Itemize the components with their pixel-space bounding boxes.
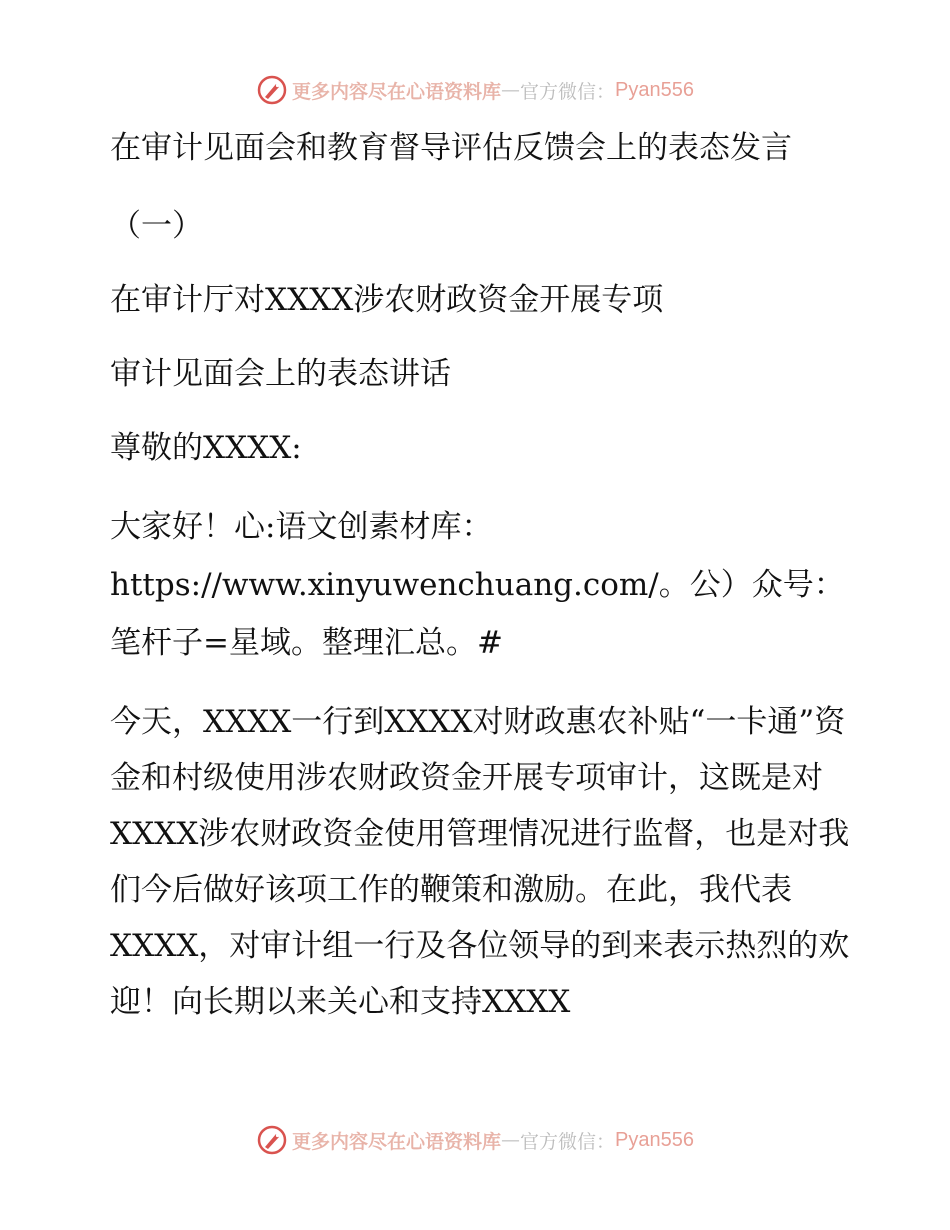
watermark-id: Pyan556 [615,1128,694,1151]
pen-nib-circle-icon [256,74,288,106]
watermark-banner-top [0,70,950,110]
watermark-dash: — [501,1129,521,1151]
watermark-id: Pyan556 [615,78,694,101]
watermark-dash: — [501,79,521,101]
body-paragraph: 今天，XXXX一行到XXXX对财政惠农补贴“一卡通”资金和村级使用涉农财政资金开展专项审计，这既是对XXXX涉农财政资金使用管理情况进行监督，也是对我们今后做好该项工作的鞭策和激励。在此，我代表XXXX，对审计组一行及各位领导的到来表示热烈的欢迎！向长期以来关心和支持XXXX [110,704,850,1020]
watermark-label: 官方微信： [520,1130,616,1153]
salutation: 尊敬的XXXX: [110,430,302,466]
watermark-main-text: 更多内容尽在心语资料库 [292,80,502,103]
pen-nib-circle-icon [256,1124,288,1156]
watermark-label: 官方微信： [520,80,616,103]
greeting-paragraph: 大家好！心:语文创素材库：https://www.xinyuwenchuang.com/。公）众号：笔杆子=星域。整理汇总。# [110,509,845,661]
watermark-main-text: 更多内容尽在心语资料库 [292,1130,502,1153]
subtitle-line-2: 审计见面会上的表态讲话 [110,356,451,392]
watermark-banner-bottom [0,1120,950,1160]
document-title: 在审计见面会和教育督导评估反馈会上的表态发言 [110,130,792,166]
subtitle-line-1: 在审计厅对XXXX涉农财政资金开展专项 [110,282,664,318]
document-content [98,124,858,1030]
section-number: （一） [110,208,203,244]
